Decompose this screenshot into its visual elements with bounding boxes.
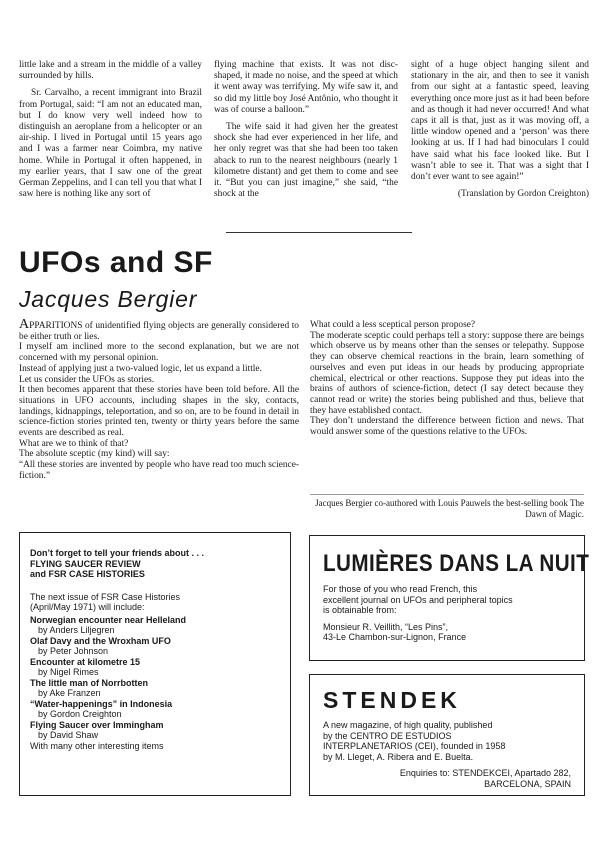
paragraph: sight of a huge object hanging silent and stationary in the air, and then to see it vanish from our sight at a fantastic speed, leaving everything once more just as it had been before and as though it had never occurred! And what caps it all is that, just as it was moving off, a little window opened and a ‘person’ was there looking at us. If I had had binoculars I could have said what his face looked like. But I wasn’t able to see it. That was a sight that I don’t ever want to see again!” [411, 60, 589, 183]
top-article-column-1 [19, 60, 202, 206]
list-item: Flying Saucer over Immingham by David Shaw [30, 719, 164, 740]
article-author: Jacques Bergier [19, 286, 198, 312]
top-article-column-2 [214, 60, 398, 206]
paragraph: The absolute sceptic (my kind) will say: [19, 449, 170, 460]
list-item: The little man of Norrbotten by Ake Franzen [30, 677, 148, 698]
translation-credit: (Translation by Gordon Creighton) [457, 189, 589, 200]
paragraph: What could a less sceptical person propose? [310, 320, 476, 330]
article-title: UFOs and SF [19, 246, 213, 279]
stendek-title: STENDEK [323, 687, 461, 713]
paragraph: Let us consider the UFOs as stories. [19, 374, 155, 385]
ludn-body: For those of you who read French, this excellent journal on UFOs and peripheral topics is obtainable from: [323, 584, 513, 615]
paragraph: Instead of applying just a two-valued logic, let us expand a little. [19, 363, 262, 374]
ludn-title: LUMIÈRES DANS LA NUIT [323, 550, 590, 577]
paragraph: They don’t understand the difference between fiction and news. That would answer some of the questions relative to the UFOs. [310, 416, 584, 438]
ufo-article-left-column [19, 317, 299, 482]
list-item: Norwegian encounter near Helleland by Anders Liljegren [30, 614, 187, 635]
drop-cap: A [19, 317, 30, 332]
stendek-enquiries: Enquiries to: STENDEKCEI, Apartado 282, BARCELONA, SPAIN [399, 768, 571, 789]
fsr-advert-box [19, 532, 291, 796]
list-item: “Water-happenings” in Indonesia by Gordon Creighton [30, 698, 173, 719]
stendek-body: A new magazine, of high quality, published by the CENTRO DE ESTUDIOS INTERPLANETARIOS (CEI), founded in 1958 by M. Lleget, A. Ribera and E. Buelta. [323, 720, 506, 762]
paragraph: It then becomes apparent that these stories have been told before. All the situations in UFO accounts, including shapes in the sky, contacts, landings, kidnappings, teleportation, and so on, are to be found in detail in science-fiction stories printed ten, twenty or thirty years before the same events are described as real. [19, 385, 299, 439]
paragraph: little lake and a stream in the middle of a valley surrounded by hills. [19, 60, 202, 82]
paragraph: “All these stories are invented by people who have read too much science-fiction.” [19, 460, 299, 481]
ufo-article-right-column [310, 320, 584, 438]
author-credit: Jacques Bergier co-authored with Louis Pauwels the best-selling book The Dawn of Magic. [310, 494, 584, 519]
paragraph: APPARITIONS of unidentified flying objects are generally considered to be either truth or lies. [19, 317, 299, 342]
stendek-advert-box [309, 674, 585, 796]
fsr-intro: The next issue of FSR Case Histories (April/May 1971) will include: [30, 591, 181, 612]
list-item: Olaf Davy and the Wroxham UFO by Peter Johnson [30, 635, 171, 656]
paragraph: The wife said it had given her the greatest shock she had ever experienced in her life, and her only regret was that she had been too taken aback to run to the nearest neighbours (nearly 1 kilometre distant) and get them to come and see it. “But you can just imagine,” she said, “the shock at the [214, 122, 398, 200]
divider [226, 232, 412, 233]
paragraph: I myself am inclined more to the second explanation, but we are not concerned with my personal opinion. [19, 342, 299, 364]
ludn-advert-box [309, 535, 590, 661]
paragraph: Sr. Carvalho, a recent immigrant into Brazil from Portugal, said: “I am not an educated man, but I do know very well indeed how to distinguish an aeroplane from a helicopter or an air-ship. I lived in Portugal until 15 years ago and I was a farmer near Coimbra, my native home. While in Portugal it often happened, in my earlier years, that I saw one of the great German Zeppelins, and I can tell you that what I saw here is nothing like any sort of [19, 88, 202, 200]
fsr-more: With many other interesting items [30, 740, 164, 751]
top-article-column-3 [411, 60, 589, 200]
list-item: Encounter at kilometre 15 by Nigel Rimes [30, 656, 141, 677]
paragraph: flying machine that exists. It was not disc-shaped, it made no noise, and the speed at which it went away was terrifying. My wife saw it, and so did my little boy José Antônio, who thought it was of course a balloon.” [214, 60, 398, 115]
paragraph: What are we to think of that? [19, 438, 129, 449]
paragraph: The moderate sceptic could perhaps tell a story: suppose there are beings which observe us by means other than the senses or telepathy. Suppose they can observe chemical reactions in the brain, learn something of ourselves and even put ideas in our heads by producing appropriate chemical, electrical or other reactions. Suppose they put ideas into the brains of authors of science-fiction, detect (I say detect because they cannot read or write) the stories being published and thus, believe that they have established contact. [310, 330, 584, 416]
fsr-headline: Don’t forget to tell your friends about . . . FLYING SAUCER REVIEW and FSR CASE HISTORIES [30, 548, 204, 579]
ludn-address: Monsieur R. Veillith, “Les Pins”, 43-Le Chambon-sur-Lignon, France [323, 621, 467, 642]
